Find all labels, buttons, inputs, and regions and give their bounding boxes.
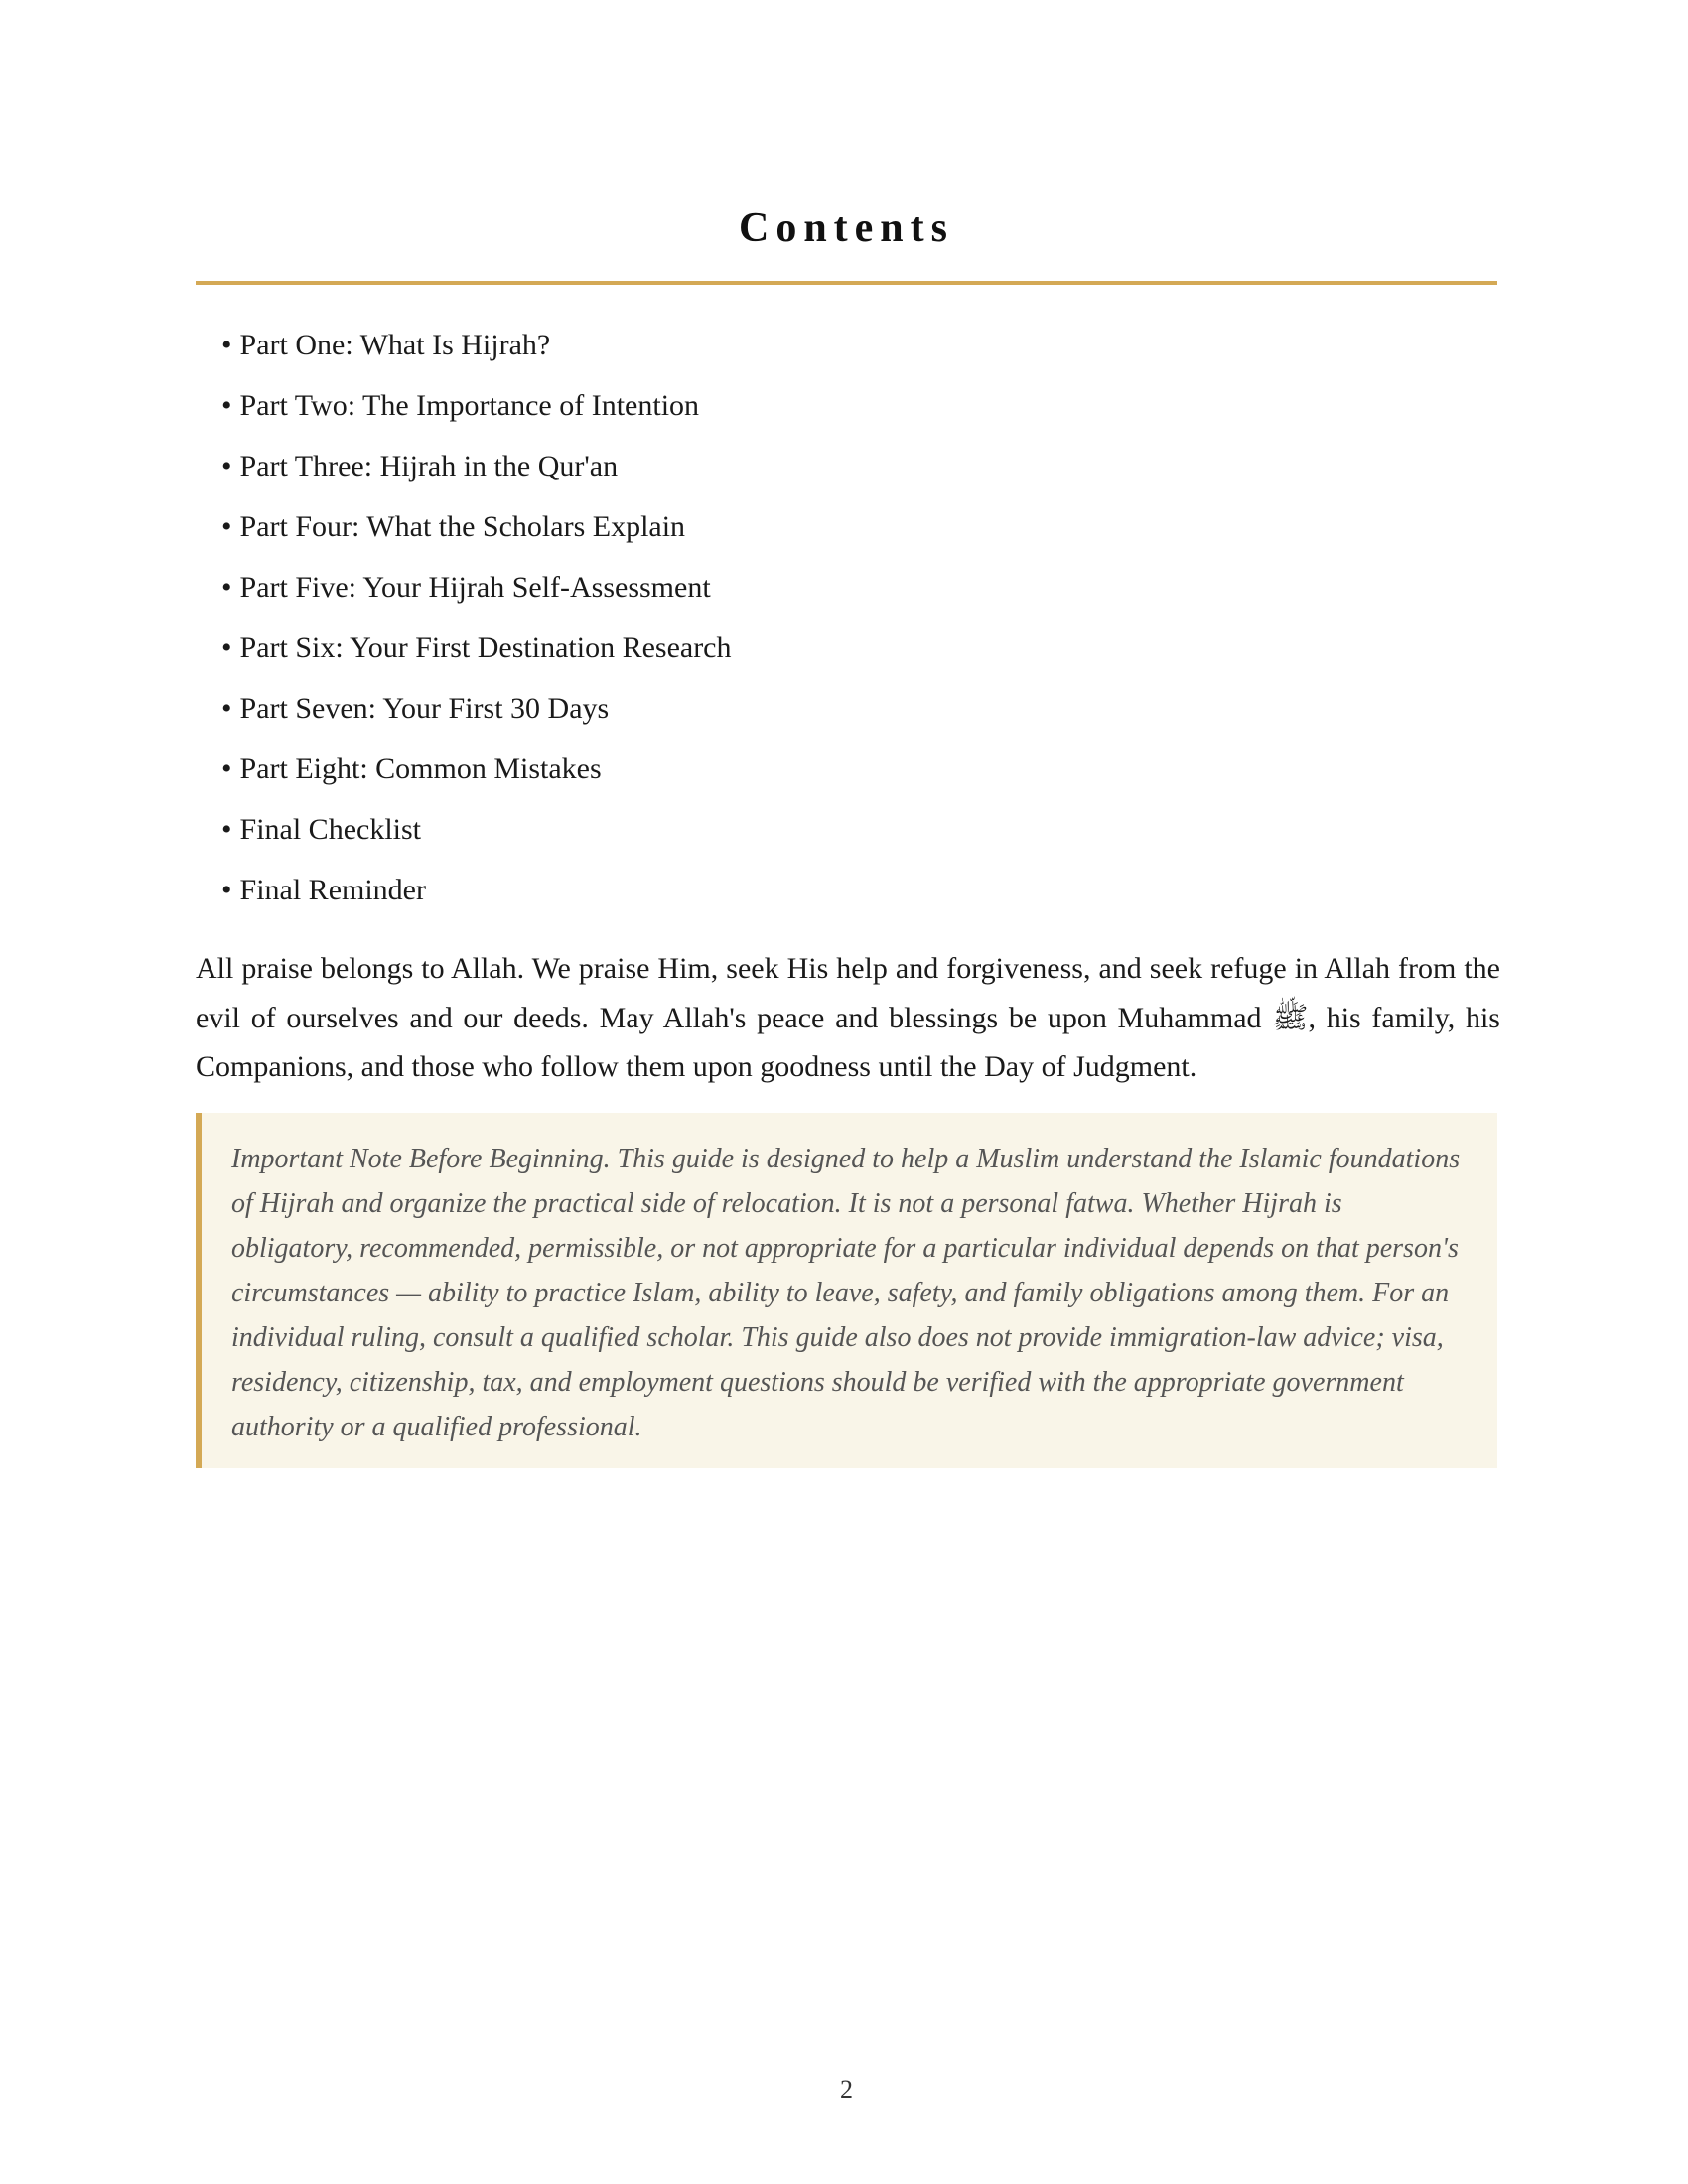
toc-item-final-checklist — [221, 812, 732, 873]
toc-item-part-seven — [221, 691, 732, 751]
toc-item-label: Part Five: Your Hijrah Self-Assessment — [239, 571, 711, 604]
toc-item-label: Part Three: Hijrah in the Qur'an — [239, 450, 619, 482]
page-title: Contents — [738, 205, 954, 251]
toc-item-part-two — [221, 388, 732, 449]
toc-item-part-four — [221, 509, 732, 570]
toc-item-label: Final Checklist — [239, 813, 422, 846]
important-note-callout — [196, 1113, 1497, 1468]
toc-item-part-three — [221, 449, 732, 509]
toc-item-part-one — [221, 328, 732, 388]
toc-item-label: Part Seven: Your First 30 Days — [239, 692, 610, 725]
toc-item-label: Part Four: What the Scholars Explain — [239, 510, 686, 543]
toc-item-label: Part One: What Is Hijrah? — [239, 329, 551, 361]
bullet-icon: • — [221, 874, 232, 906]
bullet-icon: • — [221, 692, 232, 725]
title-divider — [196, 281, 1497, 285]
bullet-icon: • — [221, 510, 232, 543]
toc-item-label: Final Reminder — [239, 874, 426, 906]
toc-item-part-eight — [221, 751, 732, 812]
toc-item-label: Part Eight: Common Mistakes — [239, 752, 602, 785]
page-number: 2 — [840, 2075, 853, 2104]
toc-item-label: Part Six: Your First Destination Research — [239, 631, 732, 664]
bullet-icon: • — [221, 752, 232, 785]
bullet-icon: • — [221, 813, 232, 846]
important-note-text: Important Note Before Beginning. This guide is designed to help a Muslim understand the Islamic foundations of Hijrah and organize the practical side of relocation. It is not a personal fatwa. Whether Hijrah is obligatory, recommended, permissible, or not appropriate for a particular individual depends on that person's circumstances — ability to practice Islam, ability to leave, safety, and family obligations among them. For an individual ruling, consult a qualified scholar. This guide also does not provide immigration-law advice; visa, residency, citizenship, tax, and employment questions should be verified with the appropriate government authority or a qualified professional. — [231, 1144, 1461, 1442]
toc-item-part-six — [221, 630, 732, 691]
bullet-icon: • — [221, 329, 232, 361]
document-page — [196, 0, 1500, 2184]
intro-paragraph: All praise belongs to Allah. We praise Him, seek His help and forgiveness, and seek refuge in Allah from the evil of ourselves and our deeds. May Allah's peace and blessings be upon Muhammad ﷺ, his family, his Companions, and those who follow them upon goodness until the Day of Judgment. — [196, 952, 1500, 1083]
toc-item-final-reminder — [221, 873, 732, 933]
toc-item-label: Part Two: The Importance of Intention — [239, 389, 700, 422]
table-of-contents — [221, 328, 732, 933]
bullet-icon: • — [221, 571, 232, 604]
bullet-icon: • — [221, 450, 232, 482]
toc-item-part-five — [221, 570, 732, 630]
bullet-icon: • — [221, 631, 232, 664]
bullet-icon: • — [221, 389, 232, 422]
